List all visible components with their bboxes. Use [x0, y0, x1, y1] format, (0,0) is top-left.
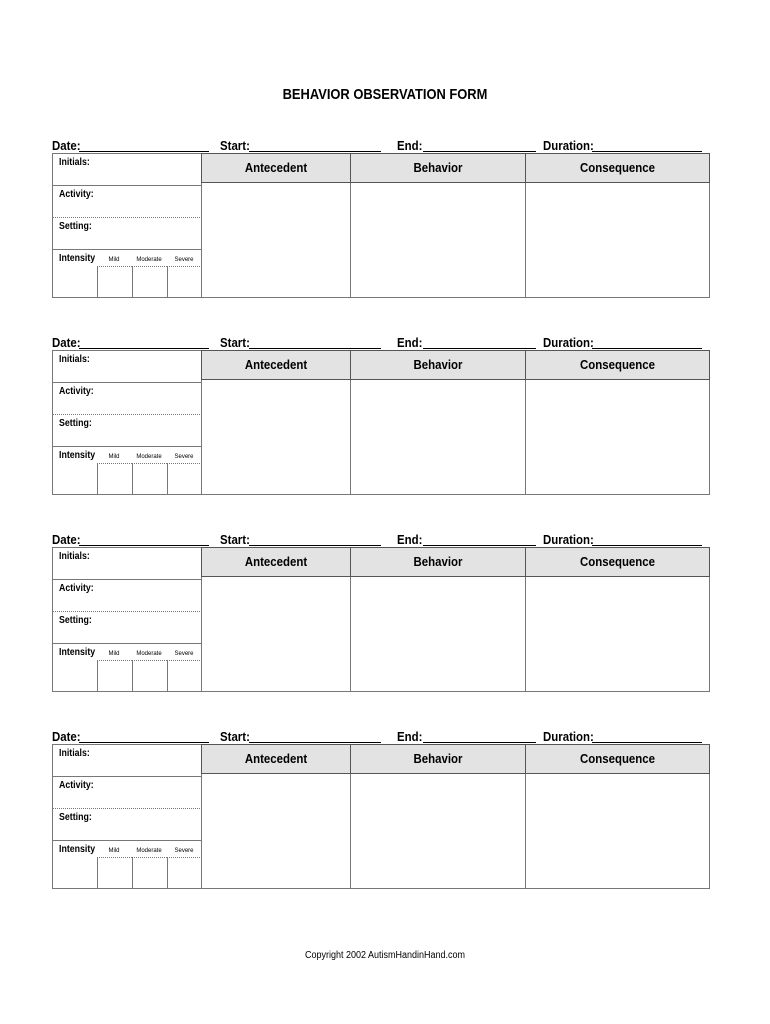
- setting-row[interactable]: [53, 218, 202, 250]
- start-field[interactable]: [249, 151, 381, 152]
- date-field[interactable]: [79, 545, 209, 546]
- intensity-label: Intensity: [59, 844, 96, 855]
- intensity-row: [53, 250, 202, 298]
- end-label: End:: [397, 138, 423, 153]
- duration-label: Duration:: [543, 335, 594, 350]
- observation-grid: [52, 547, 710, 692]
- duration-label: Duration:: [543, 532, 594, 547]
- form-title: BEHAVIOR OBSERVATION FORM: [282, 86, 488, 103]
- start-field[interactable]: [249, 545, 381, 546]
- activity-label: Activity:: [59, 386, 94, 397]
- activity-row[interactable]: [53, 383, 202, 415]
- setting-row[interactable]: [53, 612, 202, 644]
- severe-cell[interactable]: [167, 266, 202, 298]
- consequence-header: Consequence: [525, 547, 710, 577]
- intensity-label: Intensity: [59, 253, 96, 264]
- behavior-cell[interactable]: [350, 380, 525, 495]
- initials-row[interactable]: [53, 548, 202, 580]
- setting-label: Setting:: [59, 812, 92, 823]
- intensity-row: [53, 447, 202, 495]
- setting-row[interactable]: [53, 809, 202, 841]
- start-label: Start:: [220, 335, 250, 350]
- severe-label: Severe: [174, 257, 194, 263]
- duration-field[interactable]: [592, 742, 702, 743]
- mild-label: Mild: [108, 454, 120, 460]
- antecedent-cell[interactable]: [201, 183, 350, 298]
- mild-cell[interactable]: [97, 463, 132, 495]
- consequence-cell[interactable]: [525, 577, 710, 692]
- consequence-header: Consequence: [525, 153, 710, 183]
- moderate-cell[interactable]: [132, 463, 167, 495]
- start-field[interactable]: [249, 742, 381, 743]
- observation-grid: [52, 153, 710, 298]
- setting-label: Setting:: [59, 221, 92, 232]
- duration-field[interactable]: [592, 151, 702, 152]
- behavior-header: Behavior: [350, 744, 525, 774]
- antecedent-header: Antecedent: [201, 350, 350, 380]
- date-label: Date:: [52, 532, 81, 547]
- setting-row[interactable]: [53, 415, 202, 447]
- moderate-label: Moderate: [136, 848, 162, 854]
- intensity-label: Intensity: [59, 450, 96, 461]
- initials-label: Initials:: [59, 354, 90, 365]
- antecedent-cell[interactable]: [201, 774, 350, 889]
- behavior-cell[interactable]: [350, 183, 525, 298]
- end-field[interactable]: [423, 348, 536, 349]
- context-panel: [52, 350, 201, 495]
- mild-label: Mild: [108, 651, 120, 657]
- context-panel: [52, 547, 201, 692]
- moderate-cell[interactable]: [132, 857, 167, 889]
- mild-cell[interactable]: [97, 266, 132, 298]
- setting-label: Setting:: [59, 418, 92, 429]
- activity-row[interactable]: [53, 186, 202, 218]
- consequence-cell[interactable]: [525, 774, 710, 889]
- mild-label: Mild: [108, 257, 120, 263]
- activity-row[interactable]: [53, 777, 202, 809]
- observation-grid: [52, 744, 710, 889]
- mild-label: Mild: [108, 848, 120, 854]
- activity-row[interactable]: [53, 580, 202, 612]
- date-label: Date:: [52, 138, 81, 153]
- behavior-header: Behavior: [350, 350, 525, 380]
- date-field[interactable]: [79, 348, 209, 349]
- consequence-header: Consequence: [525, 350, 710, 380]
- end-field[interactable]: [423, 545, 536, 546]
- observation-block: [52, 334, 710, 494]
- initials-label: Initials:: [59, 748, 90, 759]
- antecedent-header: Antecedent: [201, 547, 350, 577]
- severe-cell[interactable]: [167, 857, 202, 889]
- duration-field[interactable]: [592, 545, 702, 546]
- behavior-cell[interactable]: [350, 774, 525, 889]
- end-label: End:: [397, 729, 423, 744]
- date-field[interactable]: [79, 151, 209, 152]
- date-label: Date:: [52, 335, 81, 350]
- observation-block: [52, 137, 710, 297]
- context-panel: [52, 153, 201, 298]
- mild-cell[interactable]: [97, 857, 132, 889]
- severe-cell[interactable]: [167, 463, 202, 495]
- start-label: Start:: [220, 729, 250, 744]
- duration-field[interactable]: [592, 348, 702, 349]
- consequence-cell[interactable]: [525, 183, 710, 298]
- observation-block: [52, 728, 710, 888]
- setting-label: Setting:: [59, 615, 92, 626]
- initials-row[interactable]: [53, 745, 202, 777]
- end-label: End:: [397, 532, 423, 547]
- activity-label: Activity:: [59, 780, 94, 791]
- copyright-footer: Copyright 2002 AutismHandinHand.com: [304, 950, 466, 961]
- intensity-row: [53, 841, 202, 889]
- duration-label: Duration:: [543, 138, 594, 153]
- antecedent-header: Antecedent: [201, 744, 350, 774]
- activity-label: Activity:: [59, 189, 94, 200]
- intensity-label: Intensity: [59, 647, 96, 658]
- initials-label: Initials:: [59, 157, 90, 168]
- date-label: Date:: [52, 729, 81, 744]
- severe-cell[interactable]: [167, 660, 202, 692]
- intensity-row: [53, 644, 202, 692]
- observation-block: [52, 531, 710, 691]
- consequence-cell[interactable]: [525, 380, 710, 495]
- severe-label: Severe: [174, 651, 194, 657]
- moderate-label: Moderate: [136, 257, 162, 263]
- observation-grid: [52, 350, 710, 495]
- mild-cell[interactable]: [97, 660, 132, 692]
- initials-row[interactable]: [53, 154, 202, 186]
- antecedent-header: Antecedent: [201, 153, 350, 183]
- activity-label: Activity:: [59, 583, 94, 594]
- moderate-cell[interactable]: [132, 266, 167, 298]
- duration-label: Duration:: [543, 729, 594, 744]
- behavior-header: Behavior: [350, 547, 525, 577]
- antecedent-cell[interactable]: [201, 577, 350, 692]
- severe-label: Severe: [174, 454, 194, 460]
- initials-label: Initials:: [59, 551, 90, 562]
- consequence-header: Consequence: [525, 744, 710, 774]
- date-field[interactable]: [79, 742, 209, 743]
- moderate-label: Moderate: [136, 454, 162, 460]
- start-label: Start:: [220, 138, 250, 153]
- behavior-cell[interactable]: [350, 577, 525, 692]
- behavior-header: Behavior: [350, 153, 525, 183]
- moderate-label: Moderate: [136, 651, 162, 657]
- initials-row[interactable]: [53, 351, 202, 383]
- severe-label: Severe: [174, 848, 194, 854]
- context-panel: [52, 744, 201, 889]
- end-label: End:: [397, 335, 423, 350]
- moderate-cell[interactable]: [132, 660, 167, 692]
- start-label: Start:: [220, 532, 250, 547]
- start-field[interactable]: [249, 348, 381, 349]
- end-field[interactable]: [423, 151, 536, 152]
- antecedent-cell[interactable]: [201, 380, 350, 495]
- end-field[interactable]: [423, 742, 536, 743]
